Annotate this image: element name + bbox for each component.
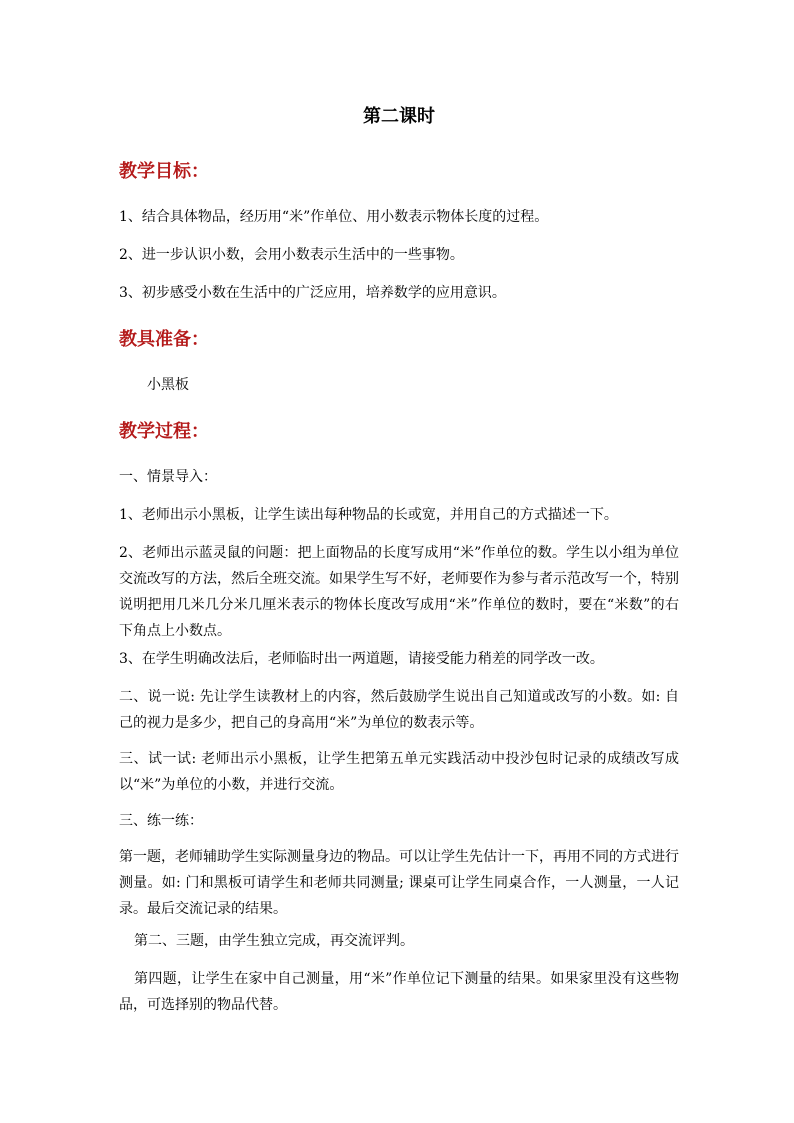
process-paragraph: 第一题，老师辅助学生实际测量身边的物品。可以让学生先估计一下，再用不同的方式进行测量。如: 门和黑板可请学生和老师共同测量; 课桌可让学生同桌合作，一人测量，一人记录。最后交流记录的结果。 [119, 849, 679, 917]
tools-heading: 教具准备： [119, 329, 209, 350]
tools-text: 小黑板 [147, 377, 189, 393]
goal-item: 1、结合具体物品，经历用“米”作单位、用小数表示物体长度的过程。 [119, 209, 549, 225]
process-paragraph: 2、老师出示蓝灵鼠的问题：把上面物品的长度写成用“米”作单位的数。学生以小组为单位交流改写的方法，然后全班交流。如果学生写不好，老师要作为参与者示范改写一个，特别说明把用几米几分米几厘米表示的物体长度改写成用“米”作单位的数时，要在“米数”的右下角点上小数点。 [119, 545, 679, 639]
process-paragraph: 1、老师出示小黑板，让学生读出每种物品的长或宽，并用自己的方式描述一下。 [119, 507, 618, 523]
page-title: 第二课时 [363, 106, 435, 127]
goal-item: 2、进一步认识小数，会用小数表示生活中的一些事物。 [119, 247, 464, 263]
process-paragraph: 三、试一试: 老师出示小黑板，让学生把第五单元实践活动中投沙包时记录的成绩改写成以“米”为单位的小数，并进行交流。 [119, 751, 679, 793]
process-paragraph: 一、情景导入： [119, 469, 217, 485]
process-paragraph: 3、在学生明确改法后，老师临时出一两道题，请接受能力稍差的同学改一改。 [119, 651, 604, 667]
goal-item: 3、初步感受小数在生活中的广泛应用，培养数学的应用意识。 [119, 285, 506, 301]
process-paragraph: 三、练一练： [119, 813, 203, 829]
process-paragraph: 二、说一说: 先让学生读教材上的内容，然后鼓励学生说出自己知道或改写的小数。如: 自己的视力是多少，把自己的身高用“米”为单位的数表示等。 [119, 689, 679, 731]
process-heading: 教学过程： [119, 421, 209, 442]
goals-heading: 教学目标： [119, 161, 209, 182]
process-paragraph: 第二、三题，由学生独立完成，再交流评判。 [134, 933, 414, 949]
process-paragraph: 第四题，让学生在家中自己测量，用“米”作单位记下测量的结果。如果家里没有这些物品，可选择别的物品代替。 [119, 971, 679, 1013]
